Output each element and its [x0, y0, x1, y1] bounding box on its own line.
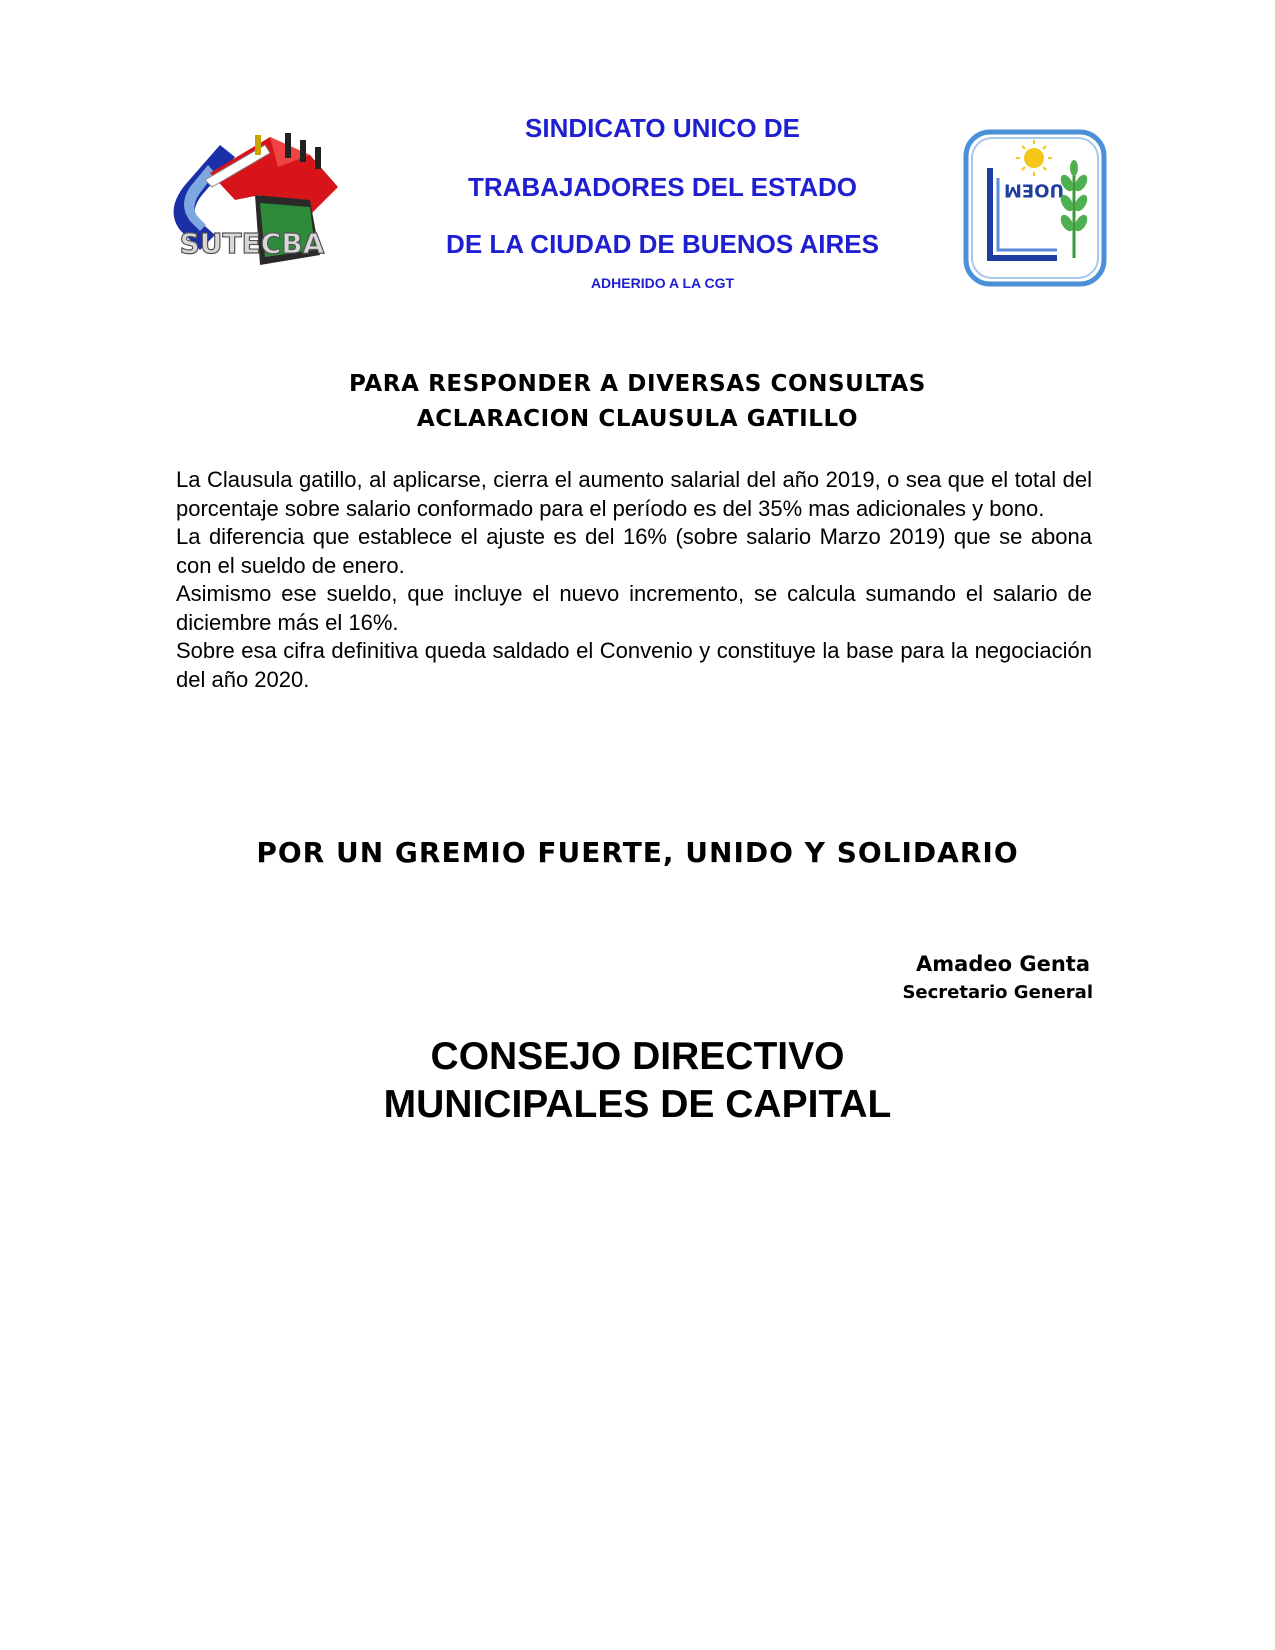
body-paragraph: La diferencia que establece el ajuste es del 16% (sobre salario Marzo 2019) que se abona con el sueldo de enero. [176, 524, 1092, 578]
body-text [176, 466, 1092, 694]
sutecba-logo-text: SUTECBA [179, 227, 325, 260]
slogan: POR UN GREMIO FUERTE, UNIDO Y SOLIDARIO [256, 836, 1019, 869]
council-line-1: CONSEJO DIRECTIVO [430, 1035, 845, 1078]
subtitle-line-2: ACLARACION CLAUSULA GATILLO [416, 406, 859, 432]
union-name-line-3: DE LA CIUDAD DE BUENOS AIRES [446, 229, 879, 259]
uoem-logo [962, 128, 1112, 290]
subtitle-line-1: PARA RESPONDER A DIVERSAS CONSULTAS [349, 371, 926, 397]
body-paragraph: Sobre esa cifra definitiva queda saldado el Convenio y constituye la base para la negociación del año 2020. [176, 638, 1092, 692]
body-paragraph: Asimismo ese sueldo, que incluye el nuevo incremento, se calcula sumando el salario de diciembre más el 16%. [176, 581, 1092, 635]
signatory-name: Amadeo Genta [916, 952, 1090, 976]
council-line-2: MUNICIPALES DE CAPITAL [383, 1083, 892, 1126]
body-paragraph: La Clausula gatillo, al aplicarse, cierra el aumento salarial del año 2019, o sea que el total del porcentaje sobre salario conformado para el período es del 35% mas adicionales y bono. [176, 467, 1092, 521]
union-name-line-1: SINDICATO UNICO DE [525, 113, 800, 143]
uoem-logo-text: UOEM [1003, 179, 1065, 201]
signatory-role: Secretario General [902, 982, 1093, 1003]
cgt-affiliation: ADHERIDO A LA CGT [590, 275, 735, 291]
union-name-line-2: TRABAJADORES DEL ESTADO [467, 172, 858, 202]
sutecba-logo [160, 125, 345, 285]
